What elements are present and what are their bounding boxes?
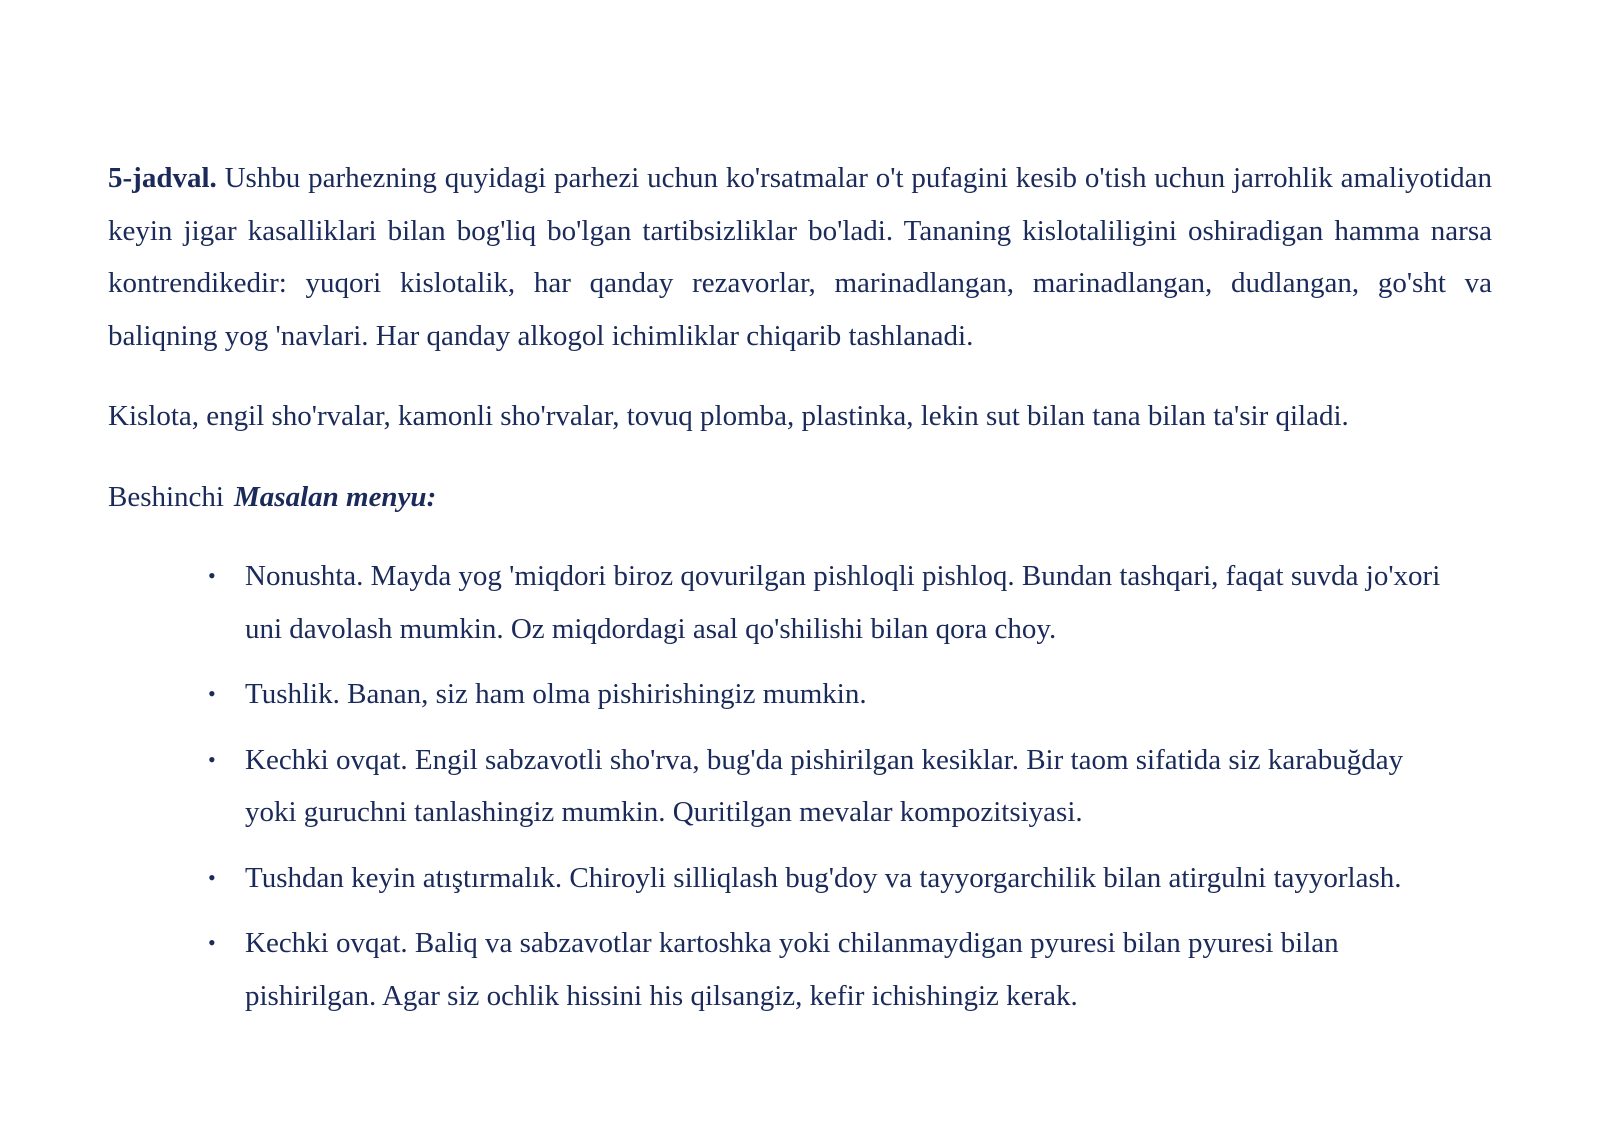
bullet-icon: • bbox=[208, 746, 216, 772]
bullet-icon: • bbox=[208, 681, 216, 706]
paragraph-2-text: Kislota, engil sho'rvalar, kamonli sho'rvalar, tovuq plomba, plastinka, lekin sut bilan tana bilan ta'sir qiladi. bbox=[108, 400, 1349, 432]
list-item bbox=[208, 917, 1492, 1022]
paragraph-table-5 bbox=[108, 152, 1492, 362]
bullet-icon: • bbox=[208, 563, 216, 588]
list-item bbox=[208, 550, 1492, 655]
table-label: 5-jadval. bbox=[108, 162, 217, 194]
list-item-text: Tushlik. Banan, siz ham olma pishirishingiz mumkin. bbox=[245, 678, 867, 710]
menu-heading-prefix: Beshinchi bbox=[108, 480, 224, 513]
list-item bbox=[208, 734, 1492, 839]
paragraph-allowed-foods bbox=[108, 390, 1492, 443]
document-page bbox=[108, 152, 1492, 1035]
list-item-text: Tushdan keyin atıştırmalık. Chiroyli silliqlash bug'doy va tayyorgarchilik bilan atirgulni tayyorlash. bbox=[245, 861, 1402, 894]
list-item-text: Kechki ovqat. Engil sabzavotli sho'rva, bug'da pishirilgan kesiklar. Bir taom sifatida siz karabuğday yoki guruchni tanlashingiz mumkin. Quritilgan mevalar kompozitsiyasi. bbox=[245, 743, 1404, 828]
bullet-icon: • bbox=[208, 864, 216, 890]
list-item-text: Kechki ovqat. Baliq va sabzavotlar kartoshka yoki chilanmaydigan pyuresi bilan pyuresi bilan pishirilgan. Agar siz ochlik hissini his qilsangiz, kefir ichishingiz kerak. bbox=[245, 927, 1339, 1012]
list-item bbox=[208, 668, 1492, 721]
list-item-text: Nonushta. Mayda yog 'miqdori biroz qovurilgan pishloqli pishloq. Bundan tashqari, faqat suvda jo'xori uni davolash mumkin. Oz miqdordagi asal qo'shilishi bilan qora choy. bbox=[245, 560, 1441, 645]
bullet-icon: • bbox=[208, 930, 216, 955]
list-item bbox=[208, 852, 1492, 905]
paragraph-1-text: Ushbu parhezning quyidagi parhezi uchun ko'rsatmalar o't pufagini kesib o'tish uchun jarrohlik amaliyotidan keyin jigar kasalliklari bilan bog'liq bo'lgan tartibsizliklar bo'ladi. Tananing kislotaliligini oshiradigan hamma narsa kontrendikedir: yuqori kislotalik, har qanday rezavorlar, marinadlangan, marinadlangan, dudlangan, go'sht va baliqning yog 'navlari. Har qanday alkogol ichimliklar chiqarib tashlanadi. bbox=[108, 162, 1493, 352]
menu-heading bbox=[108, 471, 1492, 524]
menu-list bbox=[108, 550, 1492, 1022]
menu-heading-title: Masalan menyu: bbox=[234, 480, 437, 513]
